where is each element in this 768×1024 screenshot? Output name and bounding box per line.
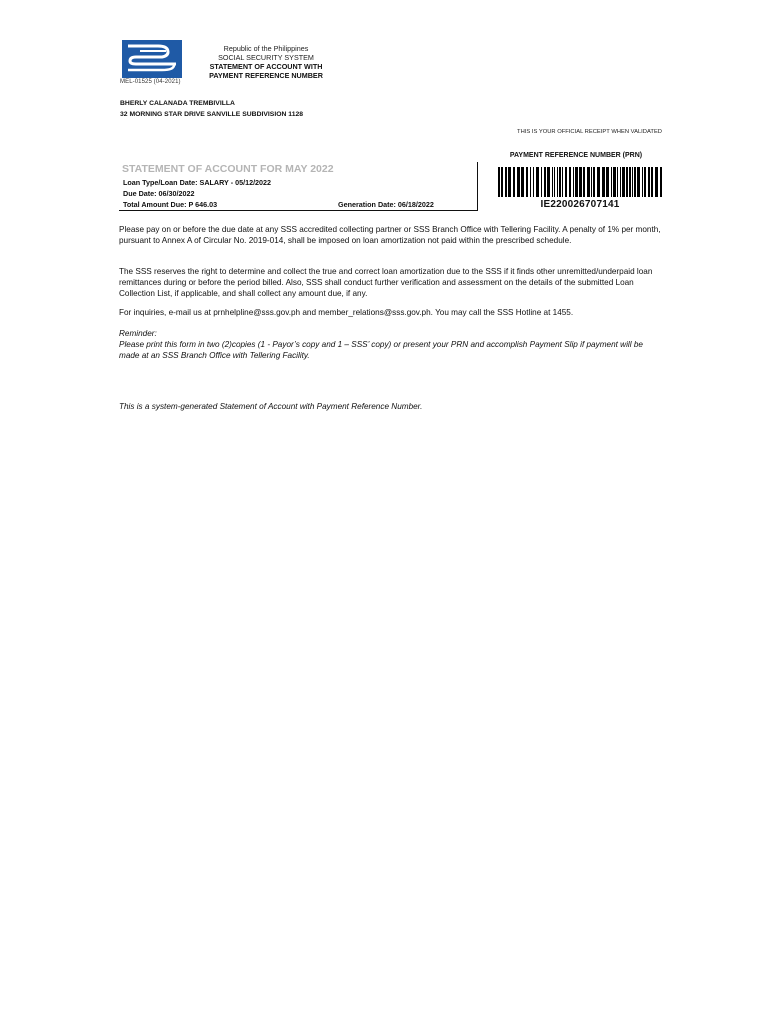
inquiries-paragraph: For inquiries, e-mail us at prnhelpline@sss.gov.ph and member_relations@sss.gov.ph. You may call the SSS Hotline at 1455. xyxy=(119,308,574,317)
barcode-bar xyxy=(575,167,578,197)
barcode-bar xyxy=(620,167,621,197)
barcode-bar xyxy=(617,167,618,197)
barcode-bar xyxy=(622,167,625,197)
barcode-bar xyxy=(508,167,511,197)
barcode-bar xyxy=(642,167,643,197)
barcode-bar xyxy=(526,167,528,197)
receipt-note: THIS IS YOUR OFFICIAL RECEIPT WHEN VALIDATED xyxy=(517,129,662,135)
barcode-bar xyxy=(530,167,531,197)
reminder-block xyxy=(119,328,664,361)
barcode-bar xyxy=(587,167,590,197)
barcode-bar xyxy=(517,167,520,197)
barcode-icon xyxy=(498,167,662,197)
form-code: MEL-01525 (04-2021) xyxy=(120,79,181,85)
barcode-bar xyxy=(648,167,650,197)
barcode-bar xyxy=(547,167,550,197)
generation-date: Generation Date: 06/18/2022 xyxy=(338,200,434,209)
barcode-bar xyxy=(544,167,546,197)
barcode-bar xyxy=(583,167,585,197)
barcode-bar xyxy=(660,167,662,197)
barcode-bar xyxy=(562,167,563,197)
sss-logo-icon xyxy=(122,40,182,78)
barcode-bar xyxy=(644,167,646,197)
member-name: BHERLY CALANADA TREMBIVILLA xyxy=(120,100,235,107)
barcode-bar xyxy=(637,167,640,197)
sss-rights-paragraph: The SSS reserves the right to determine and collect the true and correct loan amortization due to the SSS if it finds other unremitted/underpaid loan remittances during or before the period billed. Also, SSS shall conduct further verification and assessment on the details of the submitted Loan Collection List, if applicable, and shall collect any amount due, if any. xyxy=(119,267,653,298)
barcode-bar xyxy=(579,167,582,197)
barcode-bar xyxy=(552,167,553,197)
barcode-bar xyxy=(536,167,539,197)
barcode-bar xyxy=(541,167,542,197)
barcode-bar xyxy=(521,167,524,197)
barcode-bar xyxy=(573,167,574,197)
member-block xyxy=(120,98,303,120)
barcode-bar xyxy=(606,167,609,197)
total-amount-due: Total Amount Due: P 646.03 xyxy=(123,200,218,209)
barcode-bar xyxy=(626,167,628,197)
barcode-bar xyxy=(597,167,600,197)
member-address: 32 MORNING STAR DRIVE SANVILLE SUBDIVISION 1128 xyxy=(120,111,304,118)
document-title-line2: PAYMENT REFERENCE NUMBER xyxy=(209,71,323,80)
due-date: Due Date: 06/30/2022 xyxy=(123,189,195,198)
barcode-bar xyxy=(569,167,571,197)
barcode-bar xyxy=(613,167,616,197)
barcode-bar xyxy=(591,167,592,197)
agency-label: SOCIAL SECURITY SYSTEM xyxy=(218,53,314,62)
barcode-bar xyxy=(632,167,633,197)
prn-label: PAYMENT REFERENCE NUMBER (PRN) xyxy=(509,152,643,159)
barcode-bar xyxy=(501,167,503,197)
barcode-bar xyxy=(593,167,595,197)
barcode-bar xyxy=(498,167,500,197)
prn-number: IE220026707141 xyxy=(540,199,620,210)
reminder-label: Reminder: xyxy=(119,329,157,338)
country-label: Republic of the Philippines xyxy=(223,44,309,53)
document-title-line1: STATEMENT OF ACCOUNT WITH xyxy=(209,62,323,71)
loan-type-date: Loan Type/Loan Date: SALARY - 05/12/2022 xyxy=(123,178,272,187)
barcode-bar xyxy=(602,167,605,197)
reminder-text: Please print this form in two (2)copies (1 - Payor’s copy and 1 – SSS’ copy) or present your PRN and accomplish Payment Slip if payment will be made at an SSS Branch Office with Tellering Facility. xyxy=(119,340,643,360)
barcode-bar xyxy=(559,167,561,197)
barcode-bar xyxy=(557,167,558,197)
barcode-bar xyxy=(655,167,658,197)
document-header xyxy=(196,44,336,80)
barcode-bar xyxy=(634,167,636,197)
barcode-bar xyxy=(611,167,612,197)
barcode-bar xyxy=(565,167,567,197)
barcode-bar xyxy=(513,167,515,197)
statement-title: STATEMENT OF ACCOUNT FOR MAY 2022 xyxy=(122,163,334,175)
barcode-bar xyxy=(554,167,555,197)
barcode-bar xyxy=(629,167,631,197)
barcode-bar xyxy=(651,167,653,197)
barcode-bar xyxy=(533,167,534,197)
system-generated-note: This is a system-generated Statement of Account with Payment Reference Number. xyxy=(119,402,423,411)
barcode-bar xyxy=(505,167,507,197)
payment-instructions-paragraph: Please pay on or before the due date at any SSS accredited collecting partner or SSS Branch Office with Tellering Facility. A penalty of 1% per month, pursuant to Annex A of Circular No. 2019-014, shall be imposed on loan amortization not paid within the prescribed schedule. xyxy=(119,225,661,245)
